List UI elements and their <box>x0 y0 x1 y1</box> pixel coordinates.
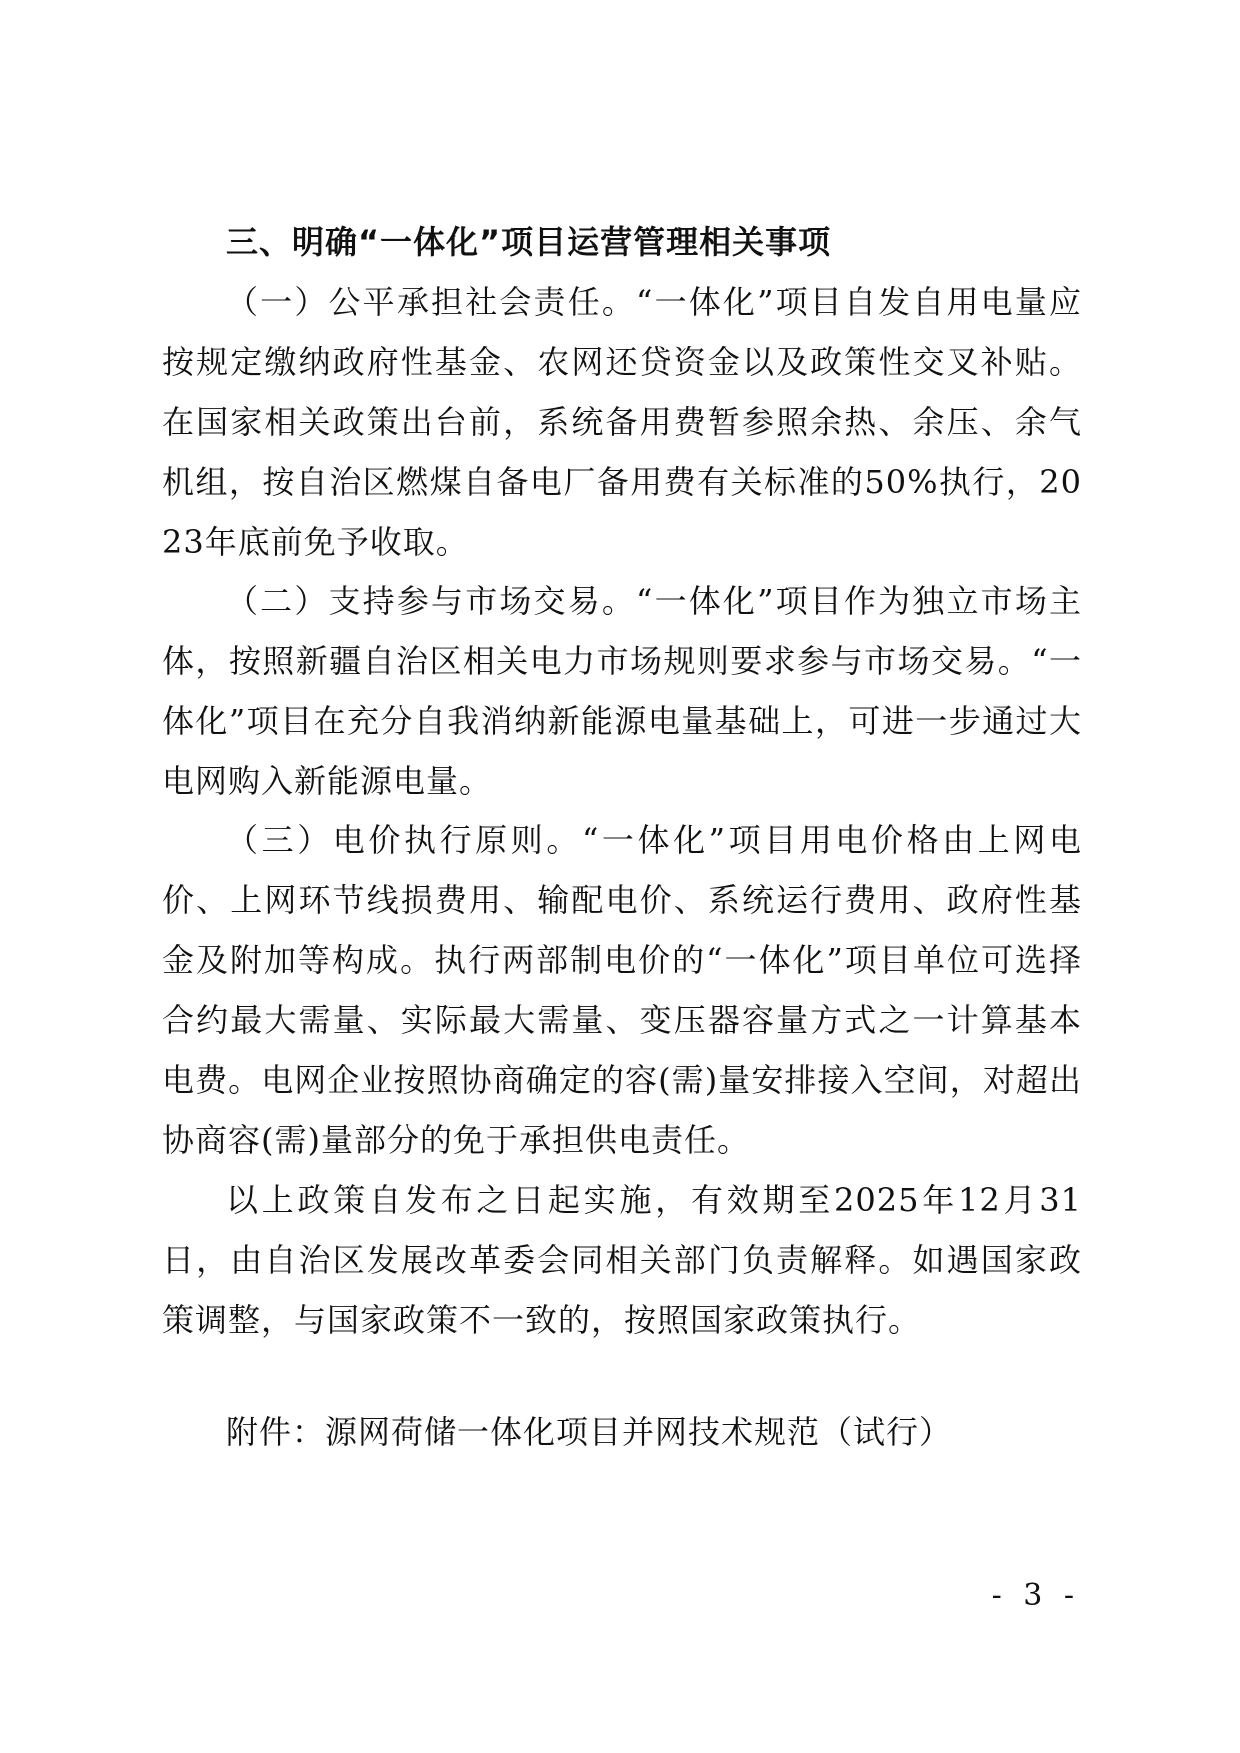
paragraph-policy-validity: 以上政策自发布之日起实施，有效期至2025年12月31日，由自治区发展改革委会同相关部门负责解释。如遇国家政策调整，与国家政策不一致的，按照国家政策执行。 <box>162 1181 1082 1339</box>
section-heading: 三、明确“一体化”项目运营管理相关事项 <box>226 223 832 261</box>
attachment-line: 附件：源网荷储一体化项目并网技术规范（试行） <box>226 1413 953 1451</box>
page-number: - 3 - <box>991 1578 1080 1613</box>
paragraph-electricity-price: （三）电价执行原则。“一体化”项目用电价格由上网电价、上网环节线损费用、输配电价、系统运行费用、政府性基金及附加等构成。执行两部制电价的“一体化”项目单位可选择合约最大需量、实际最大需量、变压器容量方式之一计算基本电费。电网企业按照协商确定的容(需)量安排接入空间，对超出协商容(需)量部分的免于承担供电责任。 <box>162 821 1082 1159</box>
paragraph-market-trading: （二）支持参与市场交易。“一体化”项目作为独立市场主体，按照新疆自治区相关电力市场规则要求参与市场交易。“一体化”项目在充分自我消纳新能源电量基础上，可进一步通过大电网购入新能源电量。 <box>162 582 1082 800</box>
paragraph-social-responsibility: （一）公平承担社会责任。“一体化”项目自发自用电量应按规定缴纳政府性基金、农网还贷资金以及政策性交叉补贴。在国家相关政策出台前，系统备用费暂参照余热、余压、余气机组，按自治区燃煤自备电厂备用费有关标准的50%执行，2023年底前免予收取。 <box>162 283 1082 561</box>
